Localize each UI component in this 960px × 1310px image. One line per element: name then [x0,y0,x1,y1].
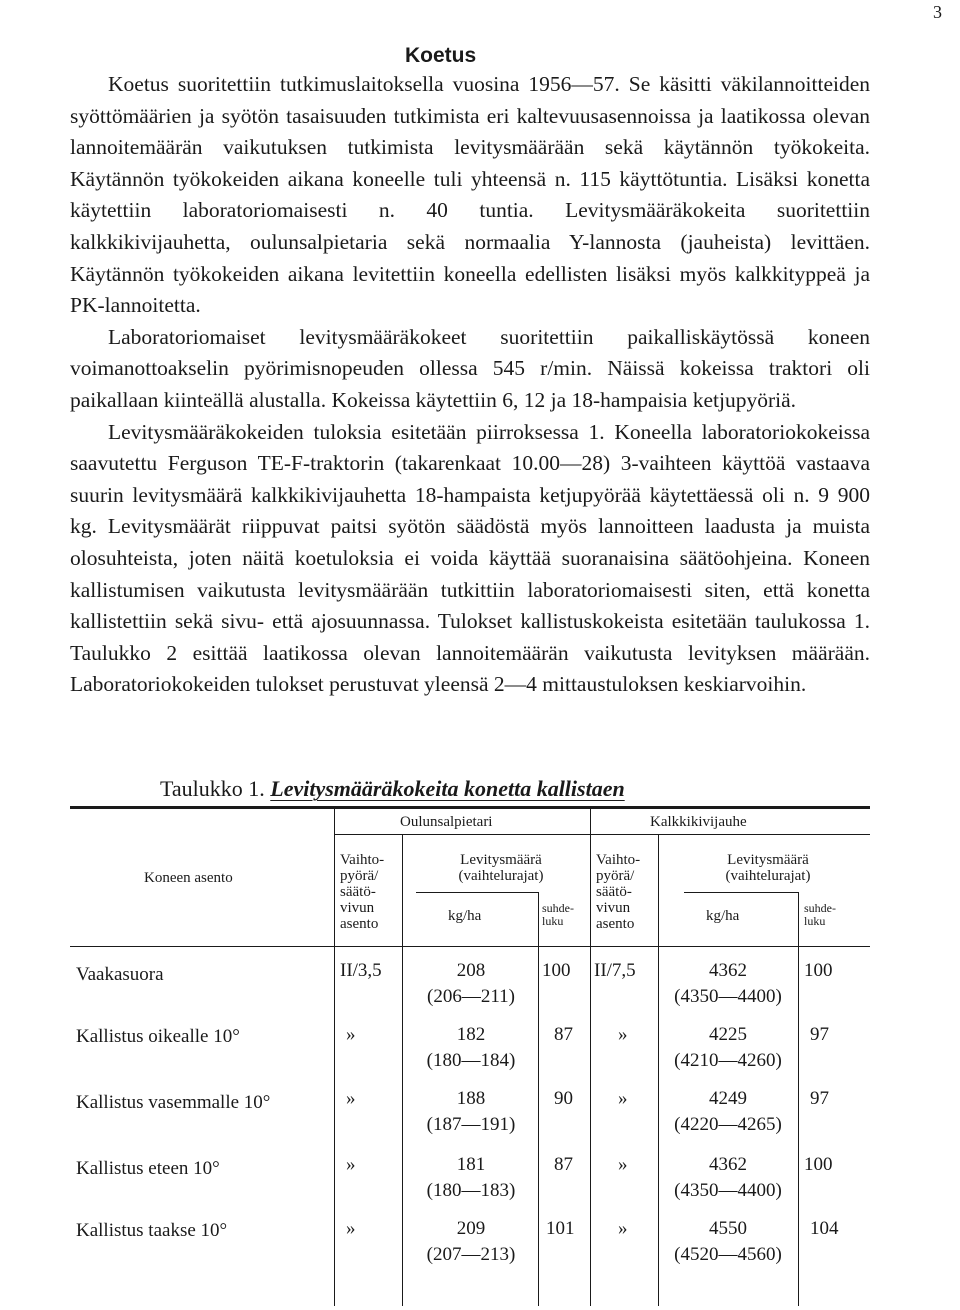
header-gear-1: Vaihto- pyörä/ säätö- vivun asento [340,852,385,932]
col-divider-5 [658,834,659,1306]
cell-k-gear: » [618,1024,628,1045]
row-label: Kallistus oikealle 10° [76,1026,240,1047]
paragraph-3: Levitysmääräkokeiden tuloksia esitetään piirroksessa 1. Koneella laboratoriokokeissa saavutettu Ferguson TE-F-traktorin (takarenkaat 10.00—28) 3-vaihteen käyttöä vastaava suurin levitysmäärä kalkkikivijauhetta 18-hampaista ketjupyörää käytettäessä oli n. 9 900 kg. Levitysmäärät riippuvat paitsi syötön säädöstä myös lannoitteen laadusta ja muista olosuhteista, joten näitä koetuloksia ei voida käyttää suoranaisina säätöohjeina. Koneen kallistumisen vaikutusta levitysmäärään tutkittiin laboratoriomaisesti siten, että konetta kallistettiin sekä sivu- että ajosuunnassa. Tulokset kallistuskokeista esitetään taulukossa 1. Taulukko 2 esittää laatikossa olevan lannoitemäärän vaikutusta levityksen määrään. Laboratoriokokeiden tulokset perustuvat yleensä 2—4 mittaustuloksen keskiarvoihin. [70,419,870,697]
group-header-rule [334,834,870,835]
row-label: Vaakasuora [76,964,164,985]
header-amount-2: Levitysmäärä (vaihtelurajat) [725,852,811,884]
cell-o-ratio: 100 [542,960,571,981]
cell-k-ratio: 104 [810,1218,839,1239]
subheader-rule-left [416,892,538,893]
section-heading: Koetus [405,44,477,67]
cell-o-gear: II/3,5 [340,960,382,981]
group-header-oulunsalpietari: Oulunsalpietari [400,814,493,830]
header-kgha-1: kg/ha [448,908,482,924]
cell-o-gear: » [346,1218,356,1239]
row-label: Kallistus eteen 10° [76,1158,220,1179]
cell-k-gear: » [618,1218,628,1239]
header-kgha-2: kg/ha [706,908,740,924]
col-divider-2 [402,834,403,1306]
cell-k-ratio: 97 [810,1024,829,1045]
cell-k-gear: » [618,1088,628,1109]
cell-k-ratio: 97 [810,1088,829,1109]
col-divider-1 [334,806,335,1306]
col-divider-6 [798,892,799,1306]
cell-k-kg: 4362 (4350—4400) [674,960,782,1007]
cell-k-kg: 4225 (4210—4260) [674,1024,782,1071]
cell-k-gear: » [618,1154,628,1175]
col-divider-3 [538,892,539,1306]
header-koneen-asento: Koneen asento [144,870,233,886]
cell-o-kg: 188 (187—191) [426,1088,516,1135]
cell-o-ratio: 87 [554,1154,573,1175]
table-caption-title: Levitysmääräkokeita konetta kallistaen [270,776,625,801]
row-label: Kallistus vasemmalle 10° [76,1092,271,1113]
cell-k-ratio: 100 [804,1154,833,1175]
paragraph-1: Koetus suoritettiin tutkimuslaitoksella vuosina 1956—57. Se käsitti väkilannoitteiden syöttömäärien ja syötön tasaisuuden tutkimista eri kaltevuusasennoissa ja laatikossa olevan lannoitemäärän vaikutuksen tutkimista levitysmäärään sekä käytännön työkokeita. Käytännön työkokeiden aikana koneelle tuli yhteensä n. 115 käyttötuntia. Lisäksi konetta käytettiin laboratoriomaisesti n. 40 tuntia. Levitysmääräkokeita suoritettiin kalkkikivijauhetta, oulunsalpietaria sekä normaalia Y-lannosta (jauheista) levittäen. Käytännön työkokeiden aikana levitettiin koneella edellisten lisäksi myös kalkkityppeä ja PK-lannoitetta. [70,72,870,318]
cell-k-kg: 4249 (4220—4265) [674,1088,782,1135]
data-table [70,806,870,1306]
table-caption-prefix: Taulukko 1. [160,776,265,801]
cell-o-gear: » [346,1024,356,1045]
col-divider-4 [590,806,591,1306]
paragraph-2: Laboratoriomaiset levitysmääräkokeet suoritettiin paikalliskäytössä koneen voimanottoakselin pyörimisnopeuden ollessa 545 r/min. Näissä kokeissa traktori oli paikallaan kiinteällä alustalla. Kokeissa käytettiin 6, 12 ja 18-hampaisia ketjupyöriä. [70,324,870,412]
cell-o-gear: » [346,1088,356,1109]
body-text [70,69,870,701]
cell-k-kg: 4362 (4350—4400) [674,1154,782,1201]
header-bottom-rule [70,946,870,947]
group-header-kalkkikivijauhe: Kalkkikivijauhe [650,814,747,830]
header-gear-2: Vaihto- pyörä/ säätö- vivun asento [596,852,641,932]
page-number: 3 [933,2,942,22]
cell-k-gear: II/7,5 [594,960,636,981]
cell-o-kg: 181 (180—183) [426,1154,516,1201]
cell-k-ratio: 100 [804,960,833,981]
cell-o-kg: 209 (207—213) [426,1218,516,1265]
row-label: Kallistus taakse 10° [76,1220,228,1241]
cell-o-kg: 182 (180—184) [426,1024,516,1071]
header-ratio-1: suhde- luku [542,901,574,928]
header-ratio-2: suhde- luku [804,901,836,928]
cell-k-kg: 4550 (4520—4560) [674,1218,782,1265]
cell-o-gear: » [346,1154,356,1175]
subheader-rule-right [684,892,798,893]
cell-o-ratio: 101 [546,1218,575,1239]
cell-o-kg: 208 (206—211) [427,960,515,1007]
cell-o-ratio: 87 [554,1024,573,1045]
table-caption [160,776,625,802]
cell-o-ratio: 90 [554,1088,573,1109]
header-amount-1: Levitysmäärä (vaihtelurajat) [458,852,544,884]
